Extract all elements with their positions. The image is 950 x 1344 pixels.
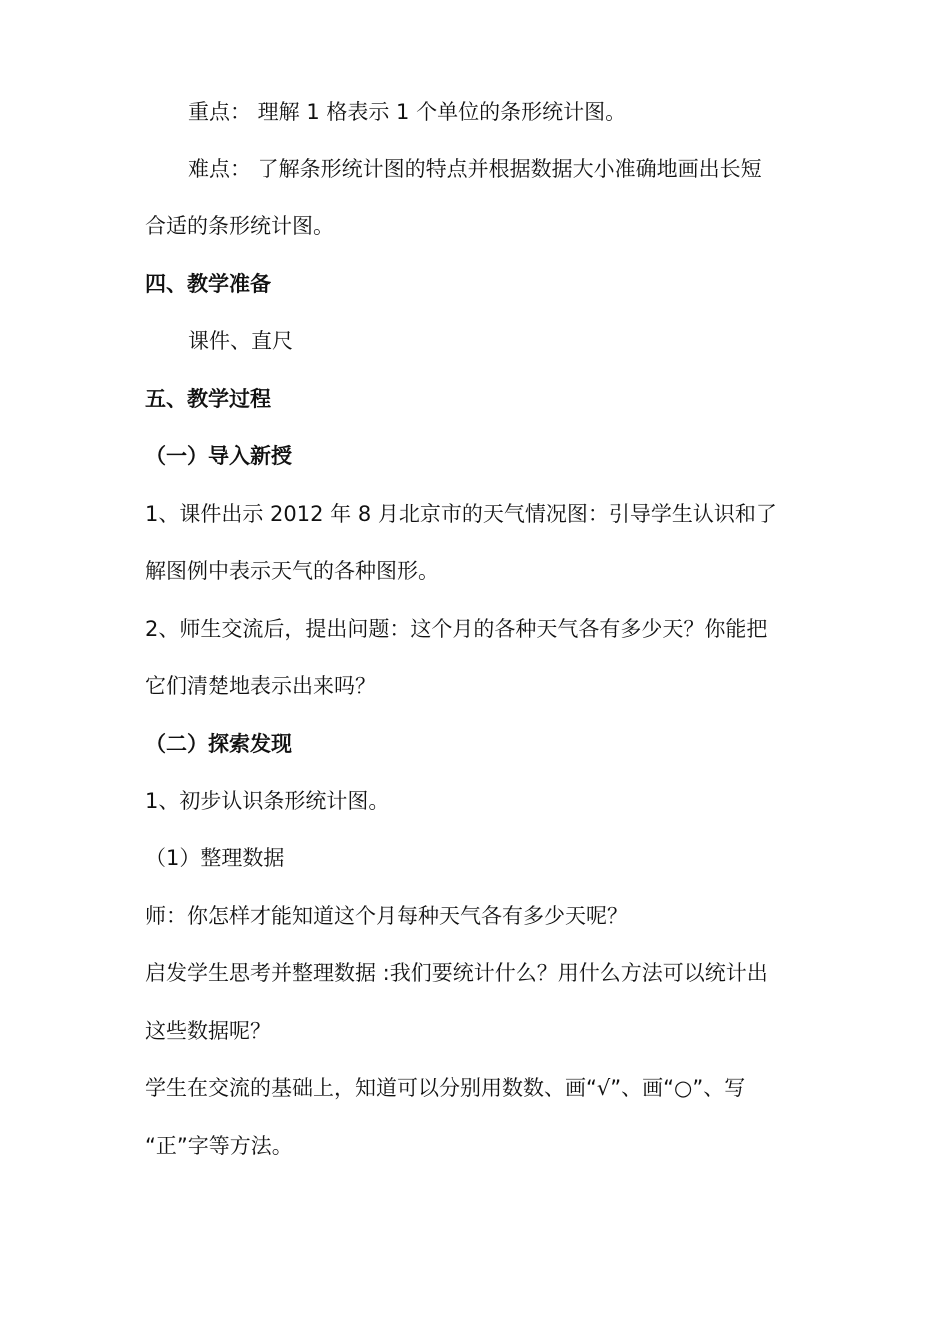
part2-item1: 1、初步认识条形统计图。 xyxy=(145,789,390,813)
section4-materials: 课件、直尺 xyxy=(188,329,293,353)
prompt-line2: 这些数据呢？ xyxy=(145,1019,271,1043)
part1-item1-line2: 解图例中表示天气的各种图形。 xyxy=(145,559,439,583)
part2-heading: （二）探索发现 xyxy=(145,732,292,756)
section4-heading: 四、教学准备 xyxy=(145,272,271,296)
student-line2: “正”字等方法。 xyxy=(145,1134,293,1158)
section5-heading: 五、教学过程 xyxy=(145,387,271,411)
part2-sub1: （1）整理数据 xyxy=(145,846,285,870)
prompt-line1: 启发学生思考并整理数据 :我们要统计什么？用什么方法可以统计出 xyxy=(145,961,768,985)
part1-heading: （一）导入新授 xyxy=(145,444,292,468)
student-line1: 学生在交流的基础上，知道可以分别用数数、画“√”、画“○”、写 xyxy=(145,1076,746,1100)
difficulty-text-line1: 难点： 了解条形统计图的特点并根据数据大小准确地画出长短 xyxy=(188,157,762,181)
teacher-question: 师：你怎样才能知道这个月每种天气各有多少天呢？ xyxy=(145,904,628,928)
part1-item1-line1: 1、课件出示 2012 年 8 月北京市的天气情况图：引导学生认识和了 xyxy=(145,502,777,526)
part1-item2-line2: 它们清楚地表示出来吗？ xyxy=(145,674,376,698)
key-point-text: 重点： 理解 1 格表示 1 个单位的条形统计图。 xyxy=(188,100,627,124)
part1-item2-line1: 2、师生交流后，提出问题：这个月的各种天气各有多少天？你能把 xyxy=(145,617,768,641)
difficulty-text-line2: 合适的条形统计图。 xyxy=(145,214,334,238)
